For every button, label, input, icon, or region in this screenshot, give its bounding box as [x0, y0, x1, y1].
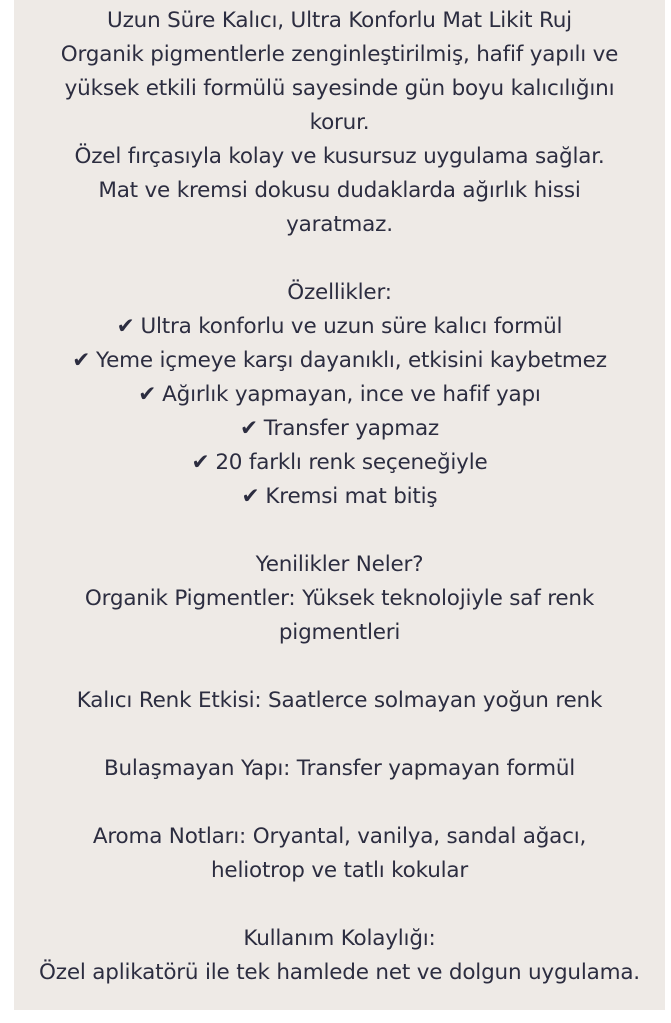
news-heading: Yenilikler Neler? [255, 552, 424, 577]
check-icon: ✔ [138, 382, 157, 407]
spacer [14, 786, 665, 820]
check-icon: ✔ [116, 314, 135, 339]
aroma-notes-line-1: Aroma Notları: Oryantal, vanilya, sandal ağacı, [92, 824, 587, 849]
features-heading: Özellikler: [287, 280, 392, 305]
description-line-6: yaratmaz. [286, 212, 393, 237]
no-smudge-line: Bulaşmayan Yapı: Transfer yapmayan formül [103, 756, 576, 781]
description-line-3: korur. [309, 110, 370, 135]
feature-item-text: Ultra konforlu ve uzun süre kalıcı formül [140, 314, 563, 339]
check-icon: ✔ [239, 416, 258, 441]
description-line-1: Organik pigmentlerle zenginleştirilmiş, hafif yapılı ve [60, 42, 619, 67]
ease-of-use-heading: Kullanım Kolaylığı: [243, 926, 436, 951]
feature-item [14, 378, 665, 412]
aroma-notes-line-2: heliotrop ve tatlı kokular [210, 858, 469, 883]
spacer [14, 650, 665, 684]
feature-item-text: Ağırlık yapmayan, ince ve hafif yapı [162, 382, 541, 407]
feature-item-text: 20 farklı renk seçeneğiyle [215, 450, 488, 475]
description-line-2: yüksek etkili formülü sayesinde gün boyu kalıcılığını [64, 76, 615, 101]
spacer [14, 514, 665, 548]
check-icon: ✔ [191, 450, 210, 475]
check-icon: ✔ [241, 484, 260, 509]
lasting-color-line: Kalıcı Renk Etkisi: Saatlerce solmayan yoğun renk [76, 688, 603, 713]
product-description-panel [14, 0, 665, 1010]
feature-item [14, 480, 665, 514]
check-icon: ✔ [72, 348, 91, 373]
feature-item [14, 310, 665, 344]
spacer [14, 242, 665, 276]
spacer [14, 718, 665, 752]
ease-of-use-text: Özel aplikatörü ile tek hamlede net ve dolgun uygulama. [39, 960, 640, 985]
spacer [14, 888, 665, 922]
feature-item-text: Kremsi mat bitiş [265, 484, 438, 509]
product-description-content [14, 0, 665, 990]
organic-pigments-line-1: Organik Pigmentler: Yüksek teknolojiyle saf renk [84, 586, 595, 611]
feature-item [14, 412, 665, 446]
description-line-5: Mat ve kremsi dokusu dudaklarda ağırlık hissi [98, 178, 581, 203]
description-line-4: Özel fırçasıyla kolay ve kusursuz uygulama sağlar. [74, 144, 605, 169]
organic-pigments-line-2: pigmentleri [278, 620, 401, 645]
feature-item-text: Transfer yapmaz [263, 416, 440, 441]
feature-item [14, 446, 665, 480]
product-title: Uzun Süre Kalıcı, Ultra Konforlu Mat Likit Ruj [107, 8, 572, 33]
feature-item [14, 344, 665, 378]
feature-item-text: Yeme içmeye karşı dayanıklı, etkisini kaybetmez [96, 348, 607, 373]
